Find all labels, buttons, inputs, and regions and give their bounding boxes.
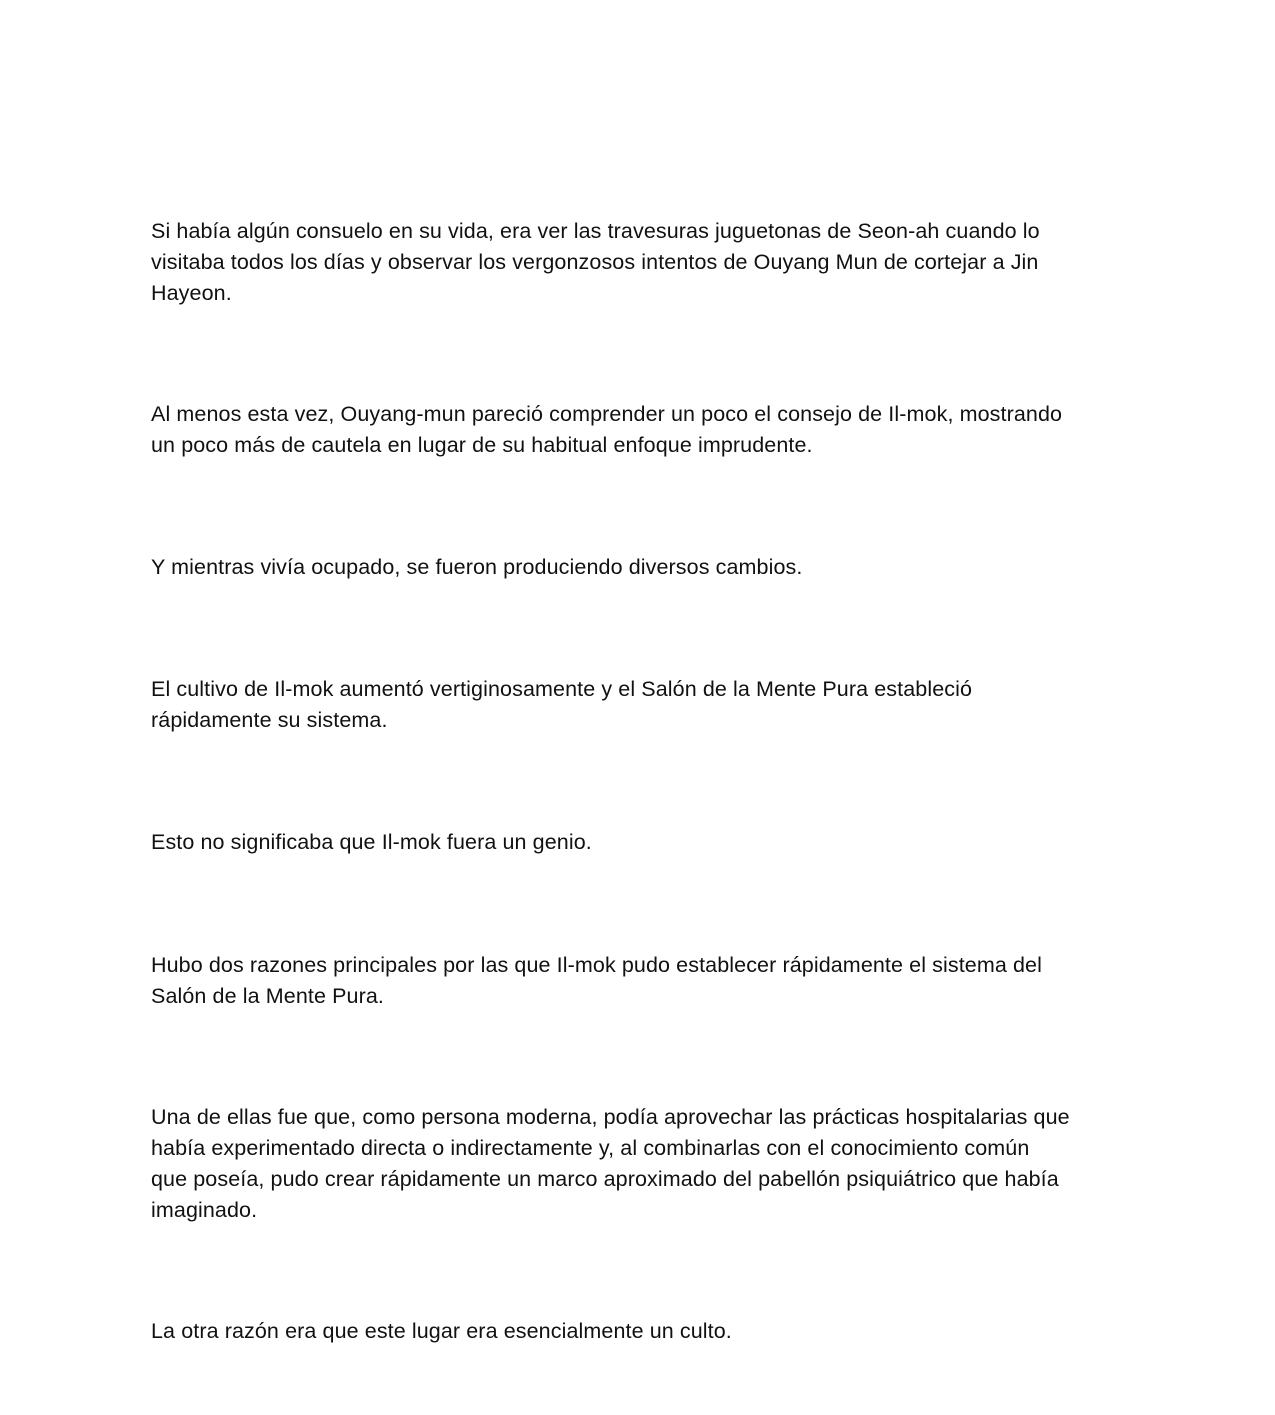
text-line: Hubo dos razones principales por las que Il-mok pudo establecer rápidamente el sistema del <box>151 953 1042 977</box>
text-line: Hayeon. <box>151 281 232 305</box>
text-line: rápidamente su sistema. <box>151 708 388 732</box>
text-line: visitaba todos los días y observar los vergonzosos intentos de Ouyang Mun de cortejar a Jin <box>151 250 1039 274</box>
text-line: Al menos esta vez, Ouyang-mun pareció comprender un poco el consejo de Il-mok, mostrando <box>151 402 1063 426</box>
text-line: Si había algún consuelo en su vida, era ver las travesuras juguetonas de Seon-ah cuando lo <box>151 219 1040 243</box>
text-line: imaginado. <box>151 1198 258 1222</box>
text-line: La otra razón era que este lugar era esencialmente un culto. <box>151 1319 732 1343</box>
paragraph <box>151 1102 1126 1226</box>
text-line: había experimentado directa o indirectamente y, al combinarlas con el conocimiento común <box>151 1136 1030 1160</box>
paragraph <box>151 1316 1126 1347</box>
text-line: Salón de la Mente Pura. <box>151 984 384 1008</box>
text-line: Y mientras vivía ocupado, se fueron produciendo diversos cambios. <box>151 555 803 579</box>
paragraph <box>151 216 1126 309</box>
text-line: un poco más de cautela en lugar de su habitual enfoque imprudente. <box>151 433 813 457</box>
text-line: Esto no significaba que Il-mok fuera un genio. <box>151 830 592 854</box>
text-line: que poseía, pudo crear rápidamente un marco aproximado del pabellón psiquiátrico que había <box>151 1167 1059 1191</box>
text-line: El cultivo de Il-mok aumentó vertiginosamente y el Salón de la Mente Pura estableció <box>151 677 973 701</box>
paragraph <box>151 674 1126 736</box>
text-line: Una de ellas fue que, como persona moderna, podía aprovechar las prácticas hospitalarias que <box>151 1105 1070 1129</box>
paragraph <box>151 399 1126 461</box>
paragraph <box>151 827 1126 858</box>
paragraph <box>151 950 1126 1012</box>
paragraph <box>151 552 1126 583</box>
